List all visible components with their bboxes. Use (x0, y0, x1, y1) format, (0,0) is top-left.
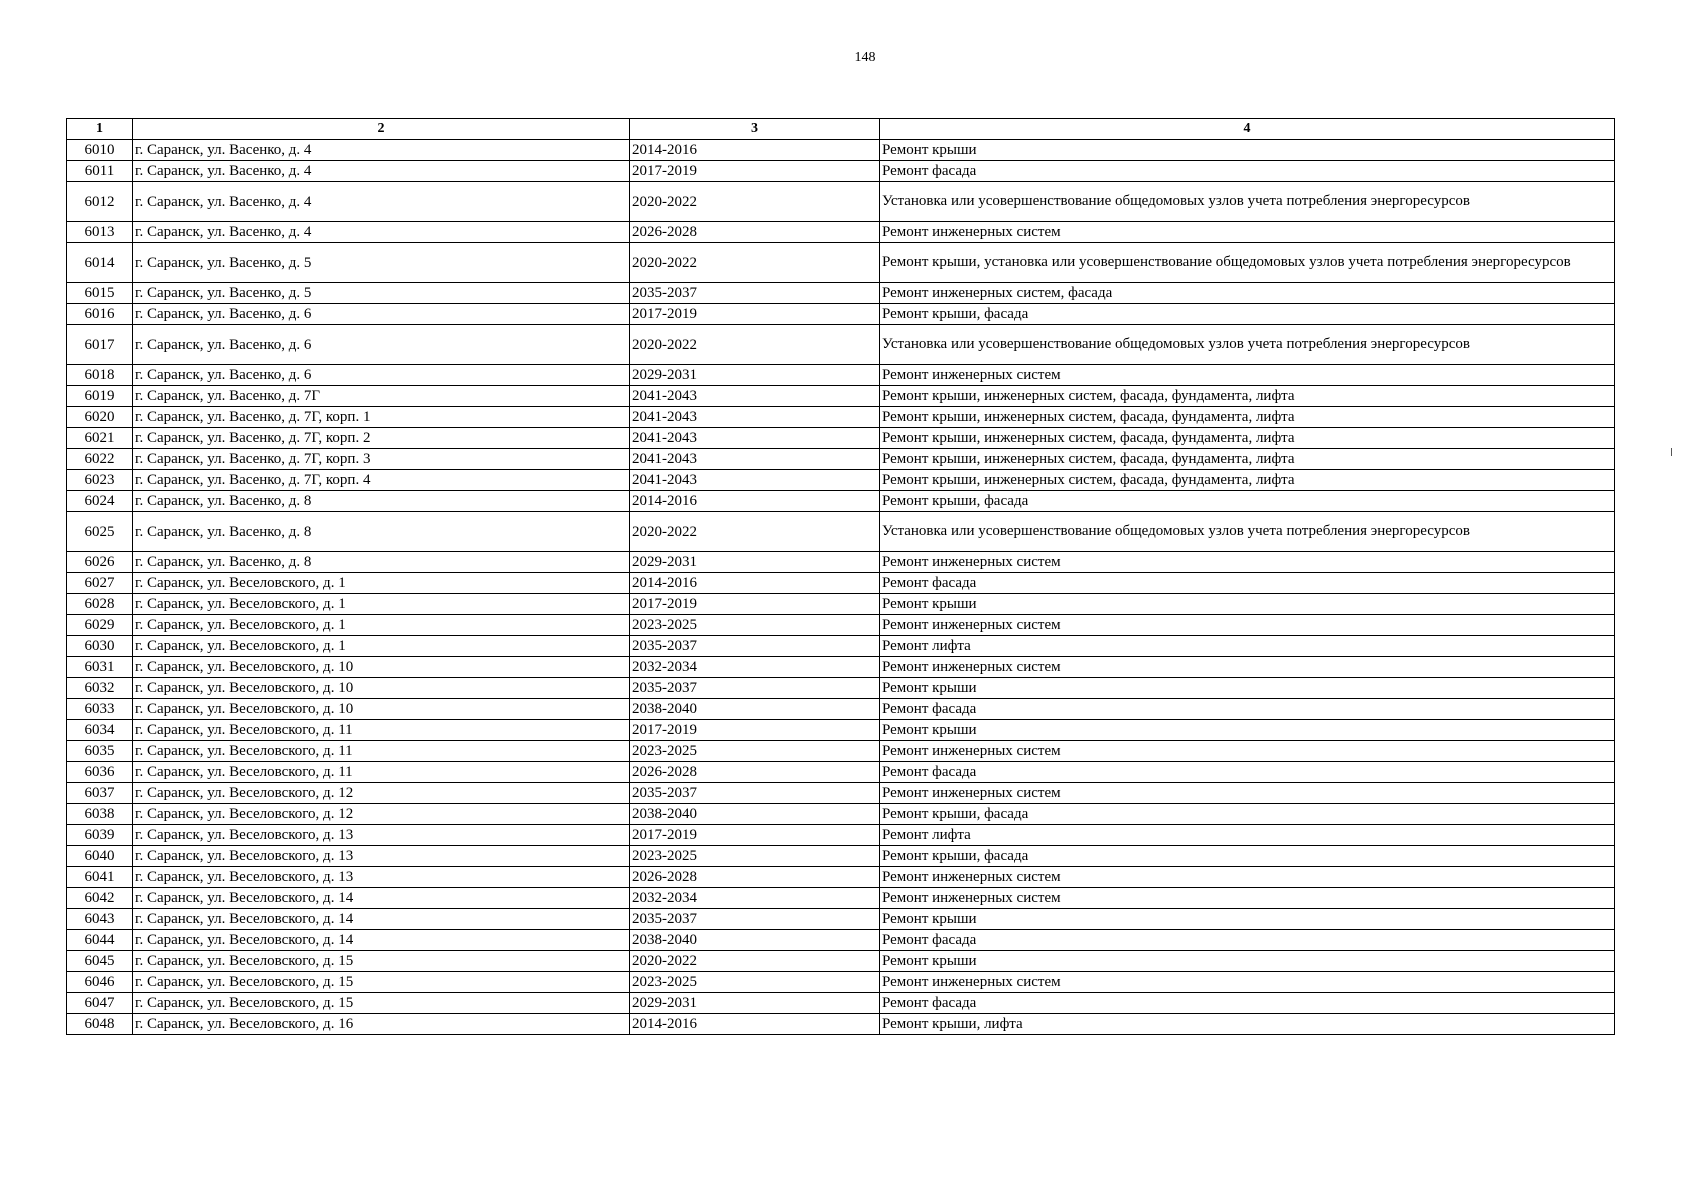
period-cell: 2026-2028 (630, 762, 880, 783)
row-number-cell: 6028 (67, 594, 133, 615)
table-row (67, 512, 1615, 552)
table-row (67, 140, 1615, 161)
table-row (67, 182, 1615, 222)
row-number-cell: 6031 (67, 657, 133, 678)
address-cell: г. Саранск, ул. Веселовского, д. 10 (133, 699, 630, 720)
row-number-cell: 6043 (67, 909, 133, 930)
work-type-cell: Ремонт инженерных систем (880, 867, 1615, 888)
table-row (67, 678, 1615, 699)
address-cell: г. Саранск, ул. Веселовского, д. 12 (133, 804, 630, 825)
row-number-cell: 6044 (67, 930, 133, 951)
address-cell: г. Саранск, ул. Васенко, д. 7Г, корп. 3 (133, 449, 630, 470)
work-type-cell: Ремонт крыши, инженерных систем, фасада, фундамента, лифта (880, 386, 1615, 407)
row-number-cell: 6047 (67, 993, 133, 1014)
header-col-4: 4 (880, 119, 1615, 140)
address-cell: г. Саранск, ул. Васенко, д. 4 (133, 222, 630, 243)
address-cell: г. Саранск, ул. Васенко, д. 4 (133, 161, 630, 182)
work-type-cell: Ремонт крыши (880, 720, 1615, 741)
table-row (67, 615, 1615, 636)
table-row (67, 491, 1615, 512)
address-cell: г. Саранск, ул. Веселовского, д. 10 (133, 678, 630, 699)
row-number-cell: 6013 (67, 222, 133, 243)
period-cell: 2038-2040 (630, 930, 880, 951)
table-row (67, 161, 1615, 182)
row-number-cell: 6039 (67, 825, 133, 846)
work-type-cell: Ремонт крыши (880, 140, 1615, 161)
address-cell: г. Саранск, ул. Веселовского, д. 1 (133, 615, 630, 636)
period-cell: 2020-2022 (630, 951, 880, 972)
work-type-cell: Ремонт крыши, фасада (880, 491, 1615, 512)
table-row (67, 846, 1615, 867)
address-cell: г. Саранск, ул. Веселовского, д. 15 (133, 951, 630, 972)
page-number: 148 (854, 50, 876, 65)
address-cell: г. Саранск, ул. Васенко, д. 7Г, корп. 4 (133, 470, 630, 491)
table-row (67, 825, 1615, 846)
period-cell: 2035-2037 (630, 678, 880, 699)
work-type-cell: Ремонт крыши, установка или усовершенствование общедомовых узлов учета потребления энергоресурсов (880, 243, 1615, 283)
work-type-cell: Ремонт крыши, фасада (880, 846, 1615, 867)
work-type-cell: Ремонт крыши, инженерных систем, фасада, фундамента, лифта (880, 449, 1615, 470)
row-number-cell: 6036 (67, 762, 133, 783)
row-number-cell: 6016 (67, 304, 133, 325)
period-cell: 2032-2034 (630, 888, 880, 909)
table-header (67, 119, 1615, 140)
address-cell: г. Саранск, ул. Васенко, д. 6 (133, 365, 630, 386)
address-cell: г. Саранск, ул. Васенко, д. 4 (133, 140, 630, 161)
table-row (67, 972, 1615, 993)
table-row (67, 365, 1615, 386)
row-number-cell: 6035 (67, 741, 133, 762)
row-number-cell: 6019 (67, 386, 133, 407)
row-number-cell: 6033 (67, 699, 133, 720)
address-cell: г. Саранск, ул. Веселовского, д. 12 (133, 783, 630, 804)
work-type-cell: Ремонт крыши, инженерных систем, фасада, фундамента, лифта (880, 407, 1615, 428)
row-number-cell: 6027 (67, 573, 133, 594)
row-number-cell: 6020 (67, 407, 133, 428)
table-row (67, 699, 1615, 720)
period-cell: 2038-2040 (630, 699, 880, 720)
address-cell: г. Саранск, ул. Веселовского, д. 1 (133, 636, 630, 657)
table-row (67, 283, 1615, 304)
period-cell: 2029-2031 (630, 993, 880, 1014)
period-cell: 2017-2019 (630, 304, 880, 325)
period-cell: 2026-2028 (630, 867, 880, 888)
period-cell: 2014-2016 (630, 140, 880, 161)
work-type-cell: Ремонт инженерных систем (880, 741, 1615, 762)
work-type-cell: Ремонт инженерных систем (880, 365, 1615, 386)
table-row (67, 867, 1615, 888)
table-row (67, 909, 1615, 930)
row-number-cell: 6048 (67, 1014, 133, 1035)
period-cell: 2014-2016 (630, 491, 880, 512)
header-row (67, 119, 1615, 140)
table-row (67, 930, 1615, 951)
table-row (67, 594, 1615, 615)
address-cell: г. Саранск, ул. Васенко, д. 6 (133, 304, 630, 325)
period-cell: 2041-2043 (630, 470, 880, 491)
period-cell: 2035-2037 (630, 909, 880, 930)
work-type-cell: Ремонт фасада (880, 993, 1615, 1014)
work-type-cell: Ремонт фасада (880, 930, 1615, 951)
row-number-cell: 6014 (67, 243, 133, 283)
work-type-cell: Ремонт фасада (880, 573, 1615, 594)
work-type-cell: Ремонт инженерных систем (880, 657, 1615, 678)
period-cell: 2017-2019 (630, 825, 880, 846)
header-col-3: 3 (630, 119, 880, 140)
work-type-cell: Ремонт крыши, инженерных систем, фасада, фундамента, лифта (880, 470, 1615, 491)
row-number-cell: 6037 (67, 783, 133, 804)
table-row (67, 720, 1615, 741)
table-row (67, 407, 1615, 428)
address-cell: г. Саранск, ул. Веселовского, д. 11 (133, 741, 630, 762)
address-cell: г. Саранск, ул. Веселовского, д. 15 (133, 972, 630, 993)
address-cell: г. Саранск, ул. Веселовского, д. 13 (133, 867, 630, 888)
row-number-cell: 6032 (67, 678, 133, 699)
period-cell: 2035-2037 (630, 283, 880, 304)
row-number-cell: 6022 (67, 449, 133, 470)
address-cell: г. Саранск, ул. Веселовского, д. 11 (133, 720, 630, 741)
work-type-cell: Ремонт фасада (880, 161, 1615, 182)
address-cell: г. Саранск, ул. Васенко, д. 8 (133, 512, 630, 552)
table-row (67, 657, 1615, 678)
repair-schedule-table (66, 118, 1615, 1035)
row-number-cell: 6015 (67, 283, 133, 304)
period-cell: 2041-2043 (630, 449, 880, 470)
address-cell: г. Саранск, ул. Васенко, д. 4 (133, 182, 630, 222)
header-col-2: 2 (133, 119, 630, 140)
table-row (67, 888, 1615, 909)
row-number-cell: 6023 (67, 470, 133, 491)
work-type-cell: Установка или усовершенствование общедомовых узлов учета потребления энергоресурсов (880, 182, 1615, 222)
address-cell: г. Саранск, ул. Васенко, д. 5 (133, 243, 630, 283)
work-type-cell: Ремонт инженерных систем (880, 888, 1615, 909)
period-cell: 2023-2025 (630, 741, 880, 762)
table-row (67, 741, 1615, 762)
work-type-cell: Ремонт крыши, фасада (880, 304, 1615, 325)
period-cell: 2020-2022 (630, 512, 880, 552)
address-cell: г. Саранск, ул. Веселовского, д. 14 (133, 909, 630, 930)
table-row (67, 304, 1615, 325)
row-number-cell: 6030 (67, 636, 133, 657)
table-row (67, 470, 1615, 491)
table-row (67, 243, 1615, 283)
table-row (67, 951, 1615, 972)
row-number-cell: 6010 (67, 140, 133, 161)
address-cell: г. Саранск, ул. Васенко, д. 5 (133, 283, 630, 304)
address-cell: г. Саранск, ул. Веселовского, д. 11 (133, 762, 630, 783)
table-body (67, 140, 1615, 1035)
table-row (67, 552, 1615, 573)
table-row (67, 573, 1615, 594)
table-row (67, 783, 1615, 804)
work-type-cell: Ремонт лифта (880, 636, 1615, 657)
work-type-cell: Ремонт крыши (880, 951, 1615, 972)
table-row (67, 449, 1615, 470)
row-number-cell: 6026 (67, 552, 133, 573)
period-cell: 2035-2037 (630, 783, 880, 804)
period-cell: 2035-2037 (630, 636, 880, 657)
row-number-cell: 6018 (67, 365, 133, 386)
scan-edge-mark (1671, 448, 1672, 456)
row-number-cell: 6040 (67, 846, 133, 867)
row-number-cell: 6025 (67, 512, 133, 552)
row-number-cell: 6046 (67, 972, 133, 993)
work-type-cell: Ремонт инженерных систем (880, 222, 1615, 243)
period-cell: 2038-2040 (630, 804, 880, 825)
address-cell: г. Саранск, ул. Васенко, д. 6 (133, 325, 630, 365)
address-cell: г. Саранск, ул. Веселовского, д. 14 (133, 888, 630, 909)
period-cell: 2023-2025 (630, 972, 880, 993)
period-cell: 2029-2031 (630, 365, 880, 386)
work-type-cell: Ремонт инженерных систем (880, 615, 1615, 636)
work-type-cell: Ремонт крыши, фасада (880, 804, 1615, 825)
table-row (67, 325, 1615, 365)
address-cell: г. Саранск, ул. Веселовского, д. 13 (133, 846, 630, 867)
table-row (67, 222, 1615, 243)
row-number-cell: 6011 (67, 161, 133, 182)
work-type-cell: Ремонт инженерных систем, фасада (880, 283, 1615, 304)
period-cell: 2017-2019 (630, 720, 880, 741)
period-cell: 2020-2022 (630, 325, 880, 365)
address-cell: г. Саранск, ул. Веселовского, д. 16 (133, 1014, 630, 1035)
period-cell: 2017-2019 (630, 594, 880, 615)
work-type-cell: Ремонт крыши (880, 678, 1615, 699)
address-cell: г. Саранск, ул. Веселовского, д. 1 (133, 594, 630, 615)
work-type-cell: Ремонт крыши, инженерных систем, фасада, фундамента, лифта (880, 428, 1615, 449)
period-cell: 2041-2043 (630, 407, 880, 428)
table-row (67, 804, 1615, 825)
work-type-cell: Ремонт инженерных систем (880, 552, 1615, 573)
work-type-cell: Ремонт инженерных систем (880, 972, 1615, 993)
work-type-cell: Ремонт крыши (880, 909, 1615, 930)
work-type-cell: Ремонт фасада (880, 762, 1615, 783)
work-type-cell: Ремонт лифта (880, 825, 1615, 846)
table-row (67, 762, 1615, 783)
work-type-cell: Установка или усовершенствование общедомовых узлов учета потребления энергоресурсов (880, 325, 1615, 365)
period-cell: 2017-2019 (630, 161, 880, 182)
period-cell: 2041-2043 (630, 428, 880, 449)
row-number-cell: 6017 (67, 325, 133, 365)
row-number-cell: 6041 (67, 867, 133, 888)
row-number-cell: 6021 (67, 428, 133, 449)
row-number-cell: 6029 (67, 615, 133, 636)
address-cell: г. Саранск, ул. Веселовского, д. 10 (133, 657, 630, 678)
period-cell: 2014-2016 (630, 1014, 880, 1035)
row-number-cell: 6034 (67, 720, 133, 741)
table-row (67, 386, 1615, 407)
period-cell: 2032-2034 (630, 657, 880, 678)
address-cell: г. Саранск, ул. Веселовского, д. 1 (133, 573, 630, 594)
row-number-cell: 6012 (67, 182, 133, 222)
work-type-cell: Ремонт крыши, лифта (880, 1014, 1615, 1035)
address-cell: г. Саранск, ул. Васенко, д. 7Г, корп. 2 (133, 428, 630, 449)
table-row (67, 1014, 1615, 1035)
address-cell: г. Саранск, ул. Веселовского, д. 15 (133, 993, 630, 1014)
address-cell: г. Саранск, ул. Веселовского, д. 13 (133, 825, 630, 846)
work-type-cell: Установка или усовершенствование общедомовых узлов учета потребления энергоресурсов (880, 512, 1615, 552)
period-cell: 2041-2043 (630, 386, 880, 407)
period-cell: 2020-2022 (630, 243, 880, 283)
period-cell: 2014-2016 (630, 573, 880, 594)
row-number-cell: 6045 (67, 951, 133, 972)
period-cell: 2026-2028 (630, 222, 880, 243)
work-type-cell: Ремонт фасада (880, 699, 1615, 720)
address-cell: г. Саранск, ул. Васенко, д. 8 (133, 491, 630, 512)
work-type-cell: Ремонт крыши (880, 594, 1615, 615)
table-row (67, 428, 1615, 449)
period-cell: 2023-2025 (630, 615, 880, 636)
address-cell: г. Саранск, ул. Васенко, д. 8 (133, 552, 630, 573)
work-type-cell: Ремонт инженерных систем (880, 783, 1615, 804)
address-cell: г. Саранск, ул. Васенко, д. 7Г (133, 386, 630, 407)
address-cell: г. Саранск, ул. Веселовского, д. 14 (133, 930, 630, 951)
row-number-cell: 6038 (67, 804, 133, 825)
address-cell: г. Саранск, ул. Васенко, д. 7Г, корп. 1 (133, 407, 630, 428)
row-number-cell: 6024 (67, 491, 133, 512)
table-row (67, 993, 1615, 1014)
row-number-cell: 6042 (67, 888, 133, 909)
period-cell: 2020-2022 (630, 182, 880, 222)
header-col-1: 1 (67, 119, 133, 140)
period-cell: 2029-2031 (630, 552, 880, 573)
period-cell: 2023-2025 (630, 846, 880, 867)
table-row (67, 636, 1615, 657)
